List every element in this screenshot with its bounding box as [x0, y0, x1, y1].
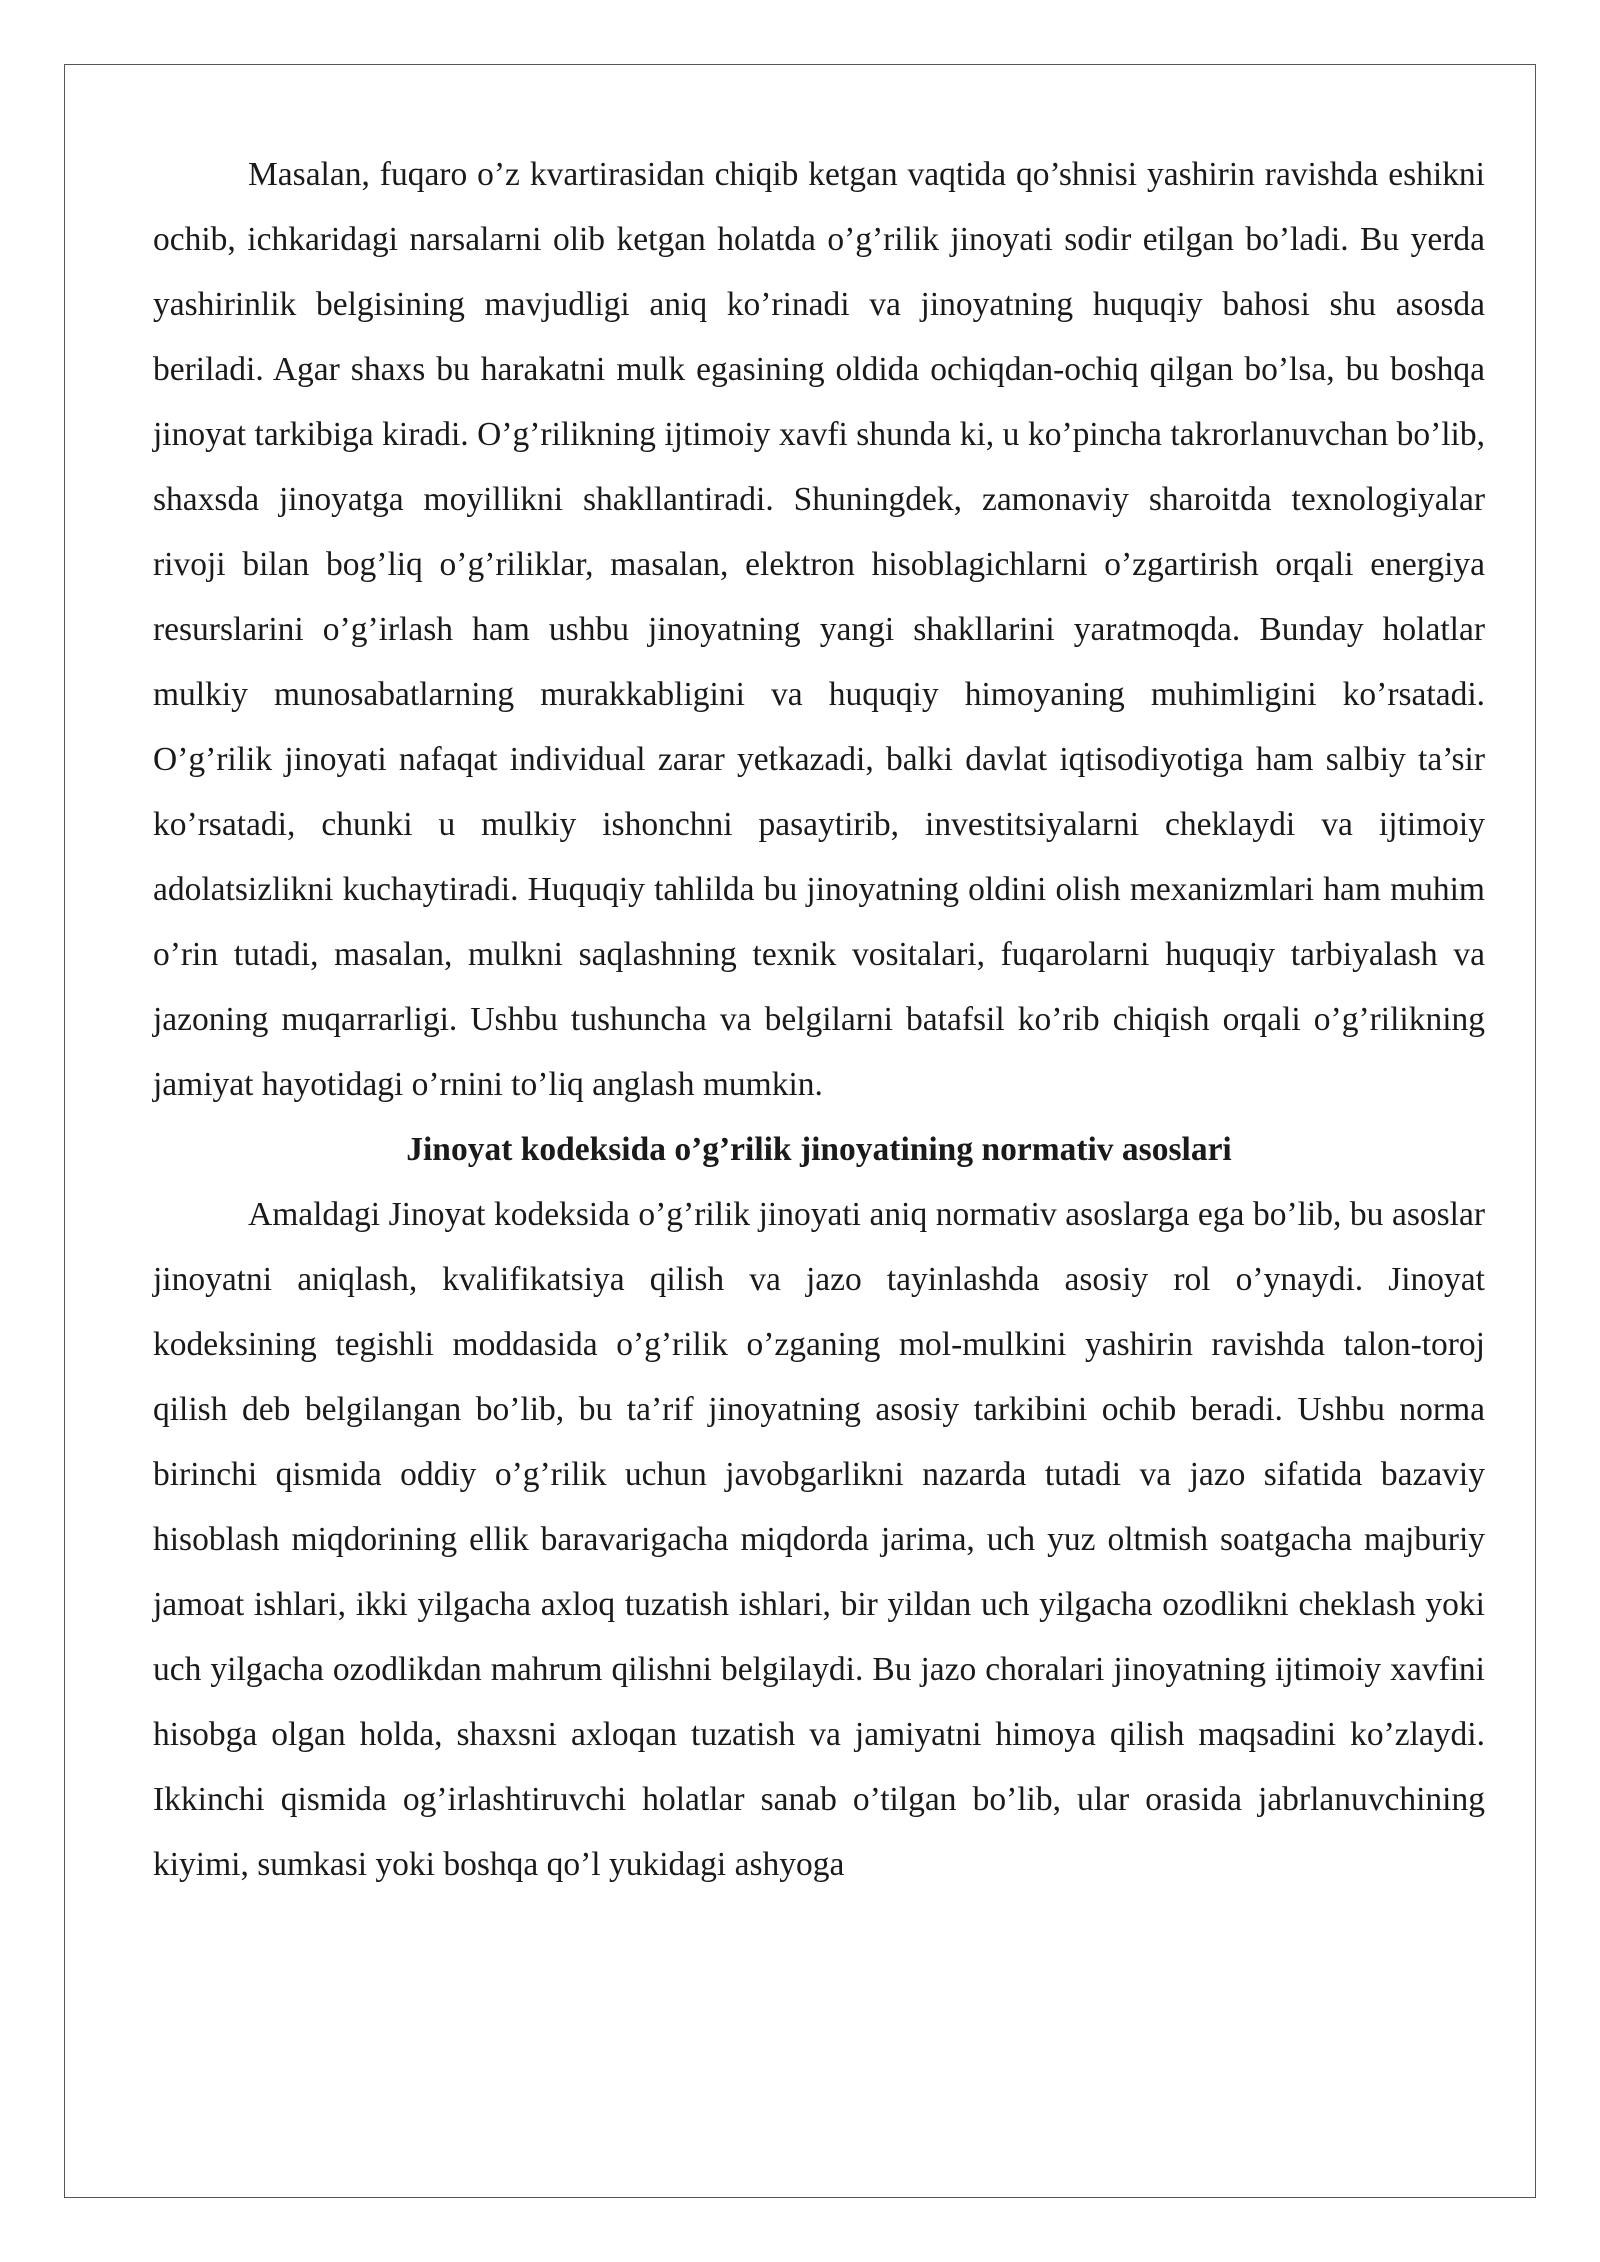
document-body — [153, 142, 1485, 1897]
body-paragraph: Masalan, fuqaro o’z kvartirasidan chiqib ketgan vaqtida qo’shnisi yashirin ravishda eshikni ochib, ichkaridagi narsalarni olib ketgan holatda o’g’rilik jinoyati sodir etilgan bo’ladi. Bu yerda yashirinlik belgisining mavjudligi aniq ko’rinadi va jinoyatning huquqiy bahosi shu asosda beriladi. Agar shaxs bu harakatni mulk egasining oldida ochiqdan-ochiq qilgan bo’lsa, bu boshqa jinoyat tarkibiga kiradi. O’g’rilikning ijtimoiy xavfi shunda ki, u ko’pincha takrorlanuvchan bo’lib, shaxsda jinoyatga moyillikni shakllantiradi. Shuningdek, zamonaviy sharoitda texnologiyalar rivoji bilan bog’liq o’g’riliklar, masalan, elektron hisoblagichlarni o’zgartirish orqali energiya resurslarini o’g’irlash ham ushbu jinoyatning yangi shakllarini yaratmoqda. Bunday holatlar mulkiy munosabatlarning murakkabligini va huquqiy himoyaning muhimligini ko’rsatadi. O’g’rilik jinoyati nafaqat individual zarar yetkazadi, balki davlat iqtisodiyotiga ham salbiy ta’sir ko’rsatadi, chunki u mulkiy ishonchni pasaytirib, investitsiyalarni cheklaydi va ijtimoiy adolatsizlikni kuchaytiradi. Huquqiy tahlilda bu jinoyatning oldini olish mexanizmlari ham muhim o’rin tutadi, masalan, mulkni saqlashning texnik vositalari, fuqarolarni huquqiy tarbiyalash va jazoning muqarrarligi. Ushbu tushuncha va belgilarni batafsil ko’rib chiqish orqali o’g’rilikning jamiyat hayotidagi o’rnini to’liq anglash mumkin. — [153, 156, 1485, 1103]
body-paragraph: Amaldagi Jinoyat kodeksida o’g’rilik jinoyati aniq normativ asoslarga ega bo’lib, bu asoslar jinoyatni aniqlash, kvalifikatsiya qilish va jazo tayinlashda asosiy rol o’ynaydi. Jinoyat kodeksining tegishli moddasida o’g’rilik o’zganing mol-mulkini yashirin ravishda talon-toroj qilish deb belgilangan bo’lib, bu ta’rif jinoyatning asosiy tarkibini ochib beradi. Ushbu norma birinchi qismida oddiy o’g’rilik uchun javobgarlikni nazarda tutadi va jazo sifatida bazaviy hisoblash miqdorining ellik baravarigacha miqdorda jarima, uch yuz oltmish soatgacha majburiy jamoat ishlari, ikki yilgacha axloq tuzatish ishlari, bir yildan uch yilgacha ozodlikni cheklash yoki uch yilgacha ozodlikdan mahrum qilishni belgilaydi. Bu jazo choralari jinoyatning ijtimoiy xavfini hisobga olgan holda, shaxsni axloqan tuzatish va jamiyatni himoya qilish maqsadini ko’zlaydi. Ikkinchi qismida og’irlashtiruvchi holatlar sanab o’tilgan bo’lib, ular orasida jabrlanuvchining kiyimi, sumkasi yoki boshqa qo’l yukidagi ashyoga — [153, 1196, 1485, 1883]
section-heading: Jinoyat kodeksida o’g’rilik jinoyatining normativ asoslari — [406, 1131, 1232, 1168]
